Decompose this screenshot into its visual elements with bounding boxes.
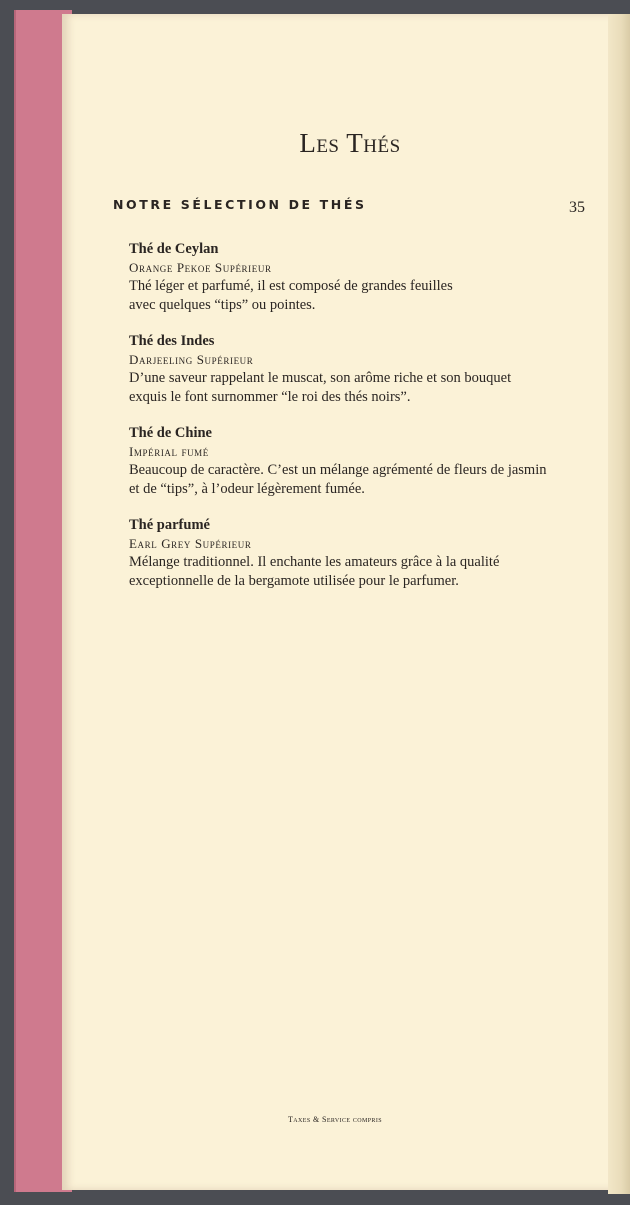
next-page-edge	[608, 14, 630, 1194]
tea-name: Thé parfumé	[129, 517, 210, 533]
tea-variety: Orange Pekoe Supérieur	[129, 260, 272, 275]
tea-name: Thé des Indes	[129, 333, 215, 349]
tea-description-line: avec quelques “tips” ou pointes.	[129, 297, 316, 313]
tea-description-line: exceptionnelle de la bergamote utilisée pour le parfumer.	[129, 573, 459, 589]
tea-name: Thé de Ceylan	[129, 241, 219, 257]
tea-entry-ceylan	[129, 240, 599, 315]
tea-entry-parfume	[129, 516, 599, 591]
tea-variety: Impérial fumé	[129, 444, 209, 459]
page-number: 35	[569, 199, 585, 216]
tea-description-line: exquis le font surnommer “le roi des thés noirs”.	[129, 389, 411, 405]
page-title: Les Thés	[299, 128, 401, 158]
tea-entry-indes	[129, 332, 599, 407]
tea-description-line: et de “tips”, à l’odeur légèrement fumée.	[129, 481, 365, 497]
tea-list	[129, 240, 599, 608]
tea-variety: Darjeeling Supérieur	[129, 352, 254, 367]
tea-description-line: D’une saveur rappelant le muscat, son arôme riche et son bouquet	[129, 370, 512, 386]
tea-description-line: Beaucoup de caractère. C’est un mélange agrémenté de fleurs de jasmin	[129, 462, 547, 478]
tea-description-line: Thé léger et parfumé, il est composé de grandes feuilles	[129, 278, 453, 294]
section-heading: NOTRE SÉLECTION DE THÉS	[113, 197, 367, 212]
tea-entry-chine	[129, 424, 599, 499]
tea-variety: Earl Grey Supérieur	[129, 536, 252, 551]
footer-note: Taxes & Service compris	[288, 1115, 382, 1124]
tea-name: Thé de Chine	[129, 425, 212, 441]
tea-description-line: Mélange traditionnel. Il enchante les amateurs grâce à la qualité	[129, 554, 500, 570]
